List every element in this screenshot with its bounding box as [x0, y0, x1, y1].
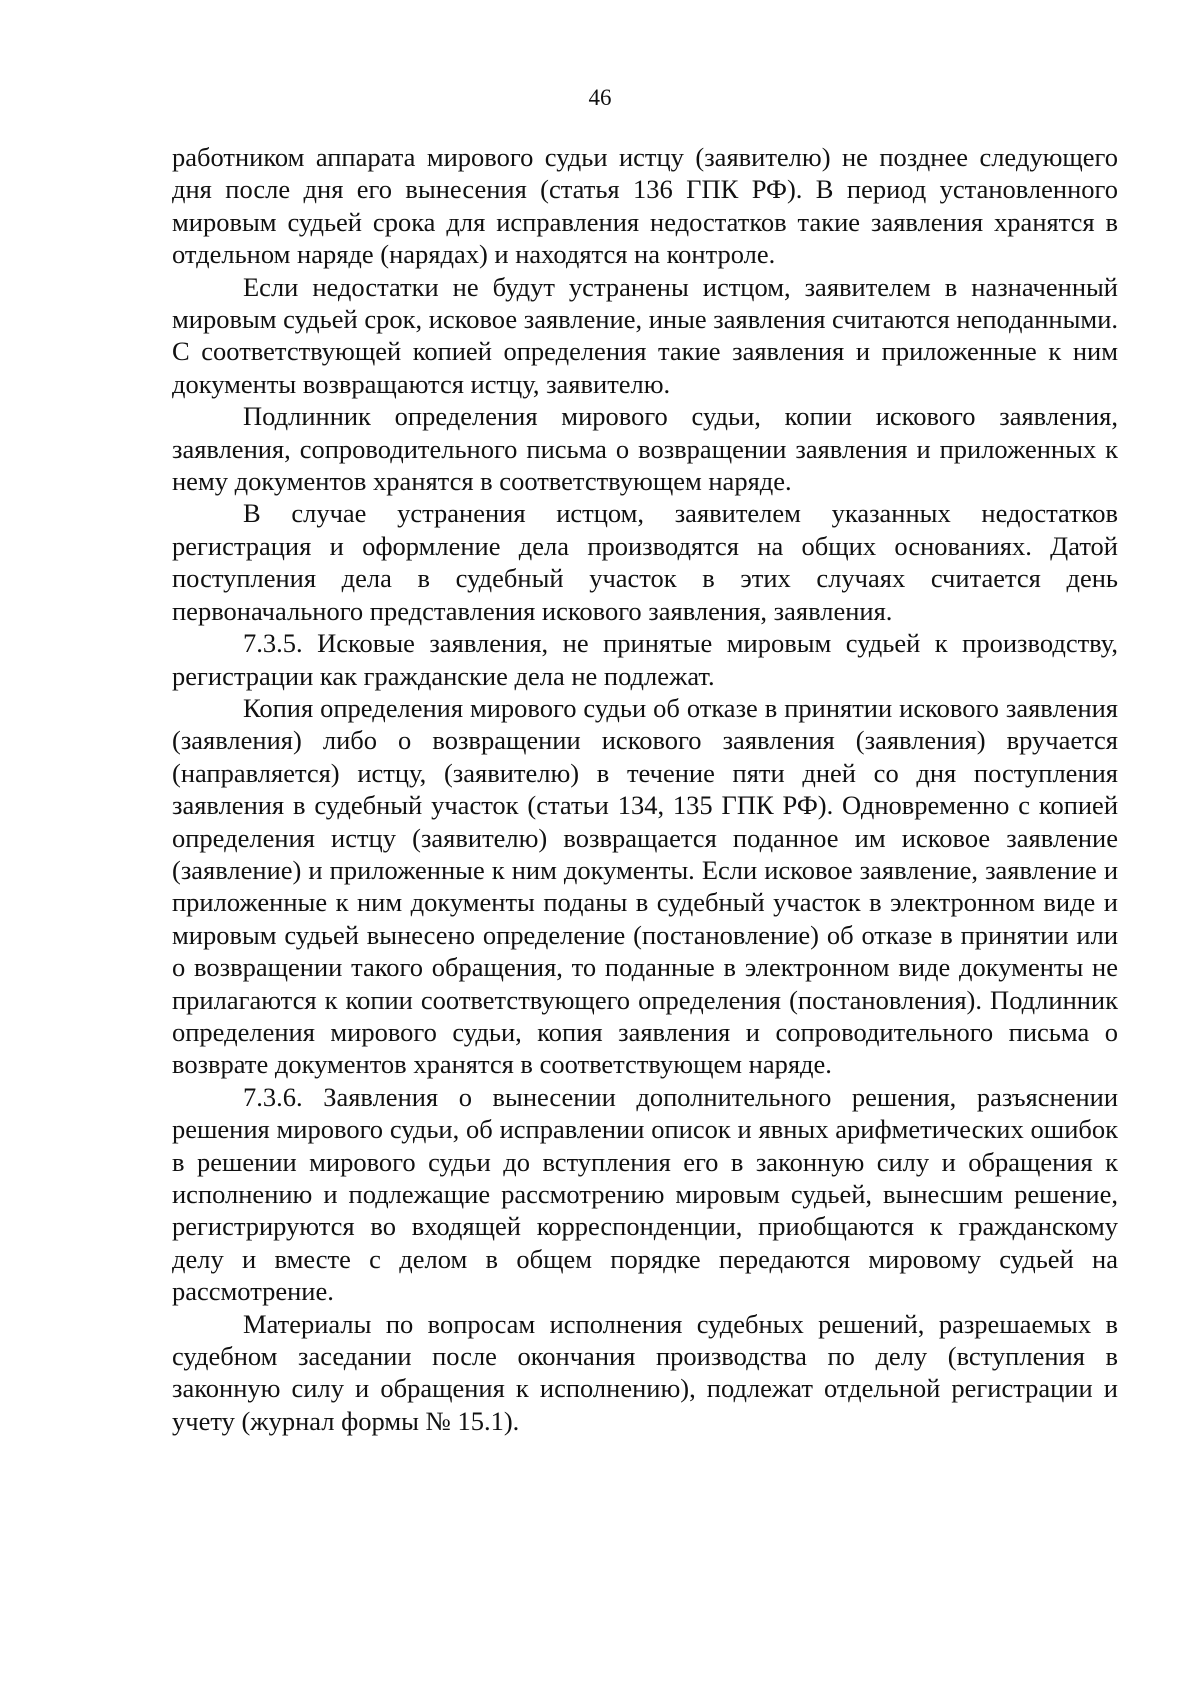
paragraph: Материалы по вопросам исполнения судебных решений, разрешаемых в судебном заседании после окончания производства по делу (вступления в законную силу и обращения к исполнению), подлежат отдельной регистрации и учету (журнал формы № 15.1).: [172, 1308, 1118, 1436]
section-7-3-6: 7.3.6. Заявления о вынесении дополнительного решения, разъяснении решения мирового судьи, об исправлении описок и явных арифметических ошибок в решении мирового судьи до вступления его в законную силу и обращения к исполнению и подлежащие рассмотрению мировым судьей, вынесшим решение, регистрируются во входящей корреспонденции, приобщаются к гражданскому делу и вместе с делом в общем порядке передаются мировому судьей на рассмотрение.: [172, 1081, 1118, 1307]
paragraph: В случае устранения истцом, заявителем указанных недостатков регистрация и оформление дела производятся на общих основаниях. Датой поступления дела в судебный участок в этих случаях считается день первоначального представления искового заявления, заявления.: [172, 498, 1118, 626]
section-7-3-5: 7.3.5. Исковые заявления, не принятые мировым судьей к производству, регистрации как гражданские дела не подлежат.: [172, 628, 1118, 691]
paragraph: работником аппарата мирового судьи истцу (заявителю) не позднее следующего дня после дня его вынесения (статья 136 ГПК РФ). В период установленного мировым судьей срока для исправления недостатков такие заявления хранятся в отдельном наряде (нарядах) и находятся на контроле.: [172, 142, 1118, 270]
body-text: [172, 141, 1118, 1437]
paragraph: Подлинник определения мирового судьи, копии искового заявления, заявления, сопроводительного письма о возвращении заявления и приложенных к нему документов хранятся в соответствующем наряде.: [172, 401, 1118, 497]
paragraph: Копия определения мирового судьи об отказе в принятии искового заявления (заявления) либо о возвращении искового заявления (заявления) вручается (направляется) истцу, (заявителю) в течение пяти дней со дня поступления заявления в судебный участок (статьи 134, 135 ГПК РФ). Одновременно с копией определения истцу (заявителю) возвращается поданное им исковое заявление (заявление) и приложенные к ним документы. Если исковое заявление, заявление и приложенные к ним документы поданы в судебный участок в электронном виде и мировым судьей вынесено определение (постановление) об отказе в принятии или о возвращении такого обращения, то поданные в электронном виде документы не прилагаются к копии соответствующего определения (постановления). Подлинник определения мирового судьи, копия заявления и сопроводительного письма о возврате документов хранятся в соответствующем наряде.: [172, 692, 1118, 1080]
paragraph: Если недостатки не будут устранены истцом, заявителем в назначенный мировым судьей срок, исковое заявление, иные заявления считаются неподанными. С соответствующей копией определения такие заявления и приложенные к ним документы возвращаются истцу, заявителю.: [172, 271, 1118, 399]
page-number: 46: [588, 85, 612, 110]
